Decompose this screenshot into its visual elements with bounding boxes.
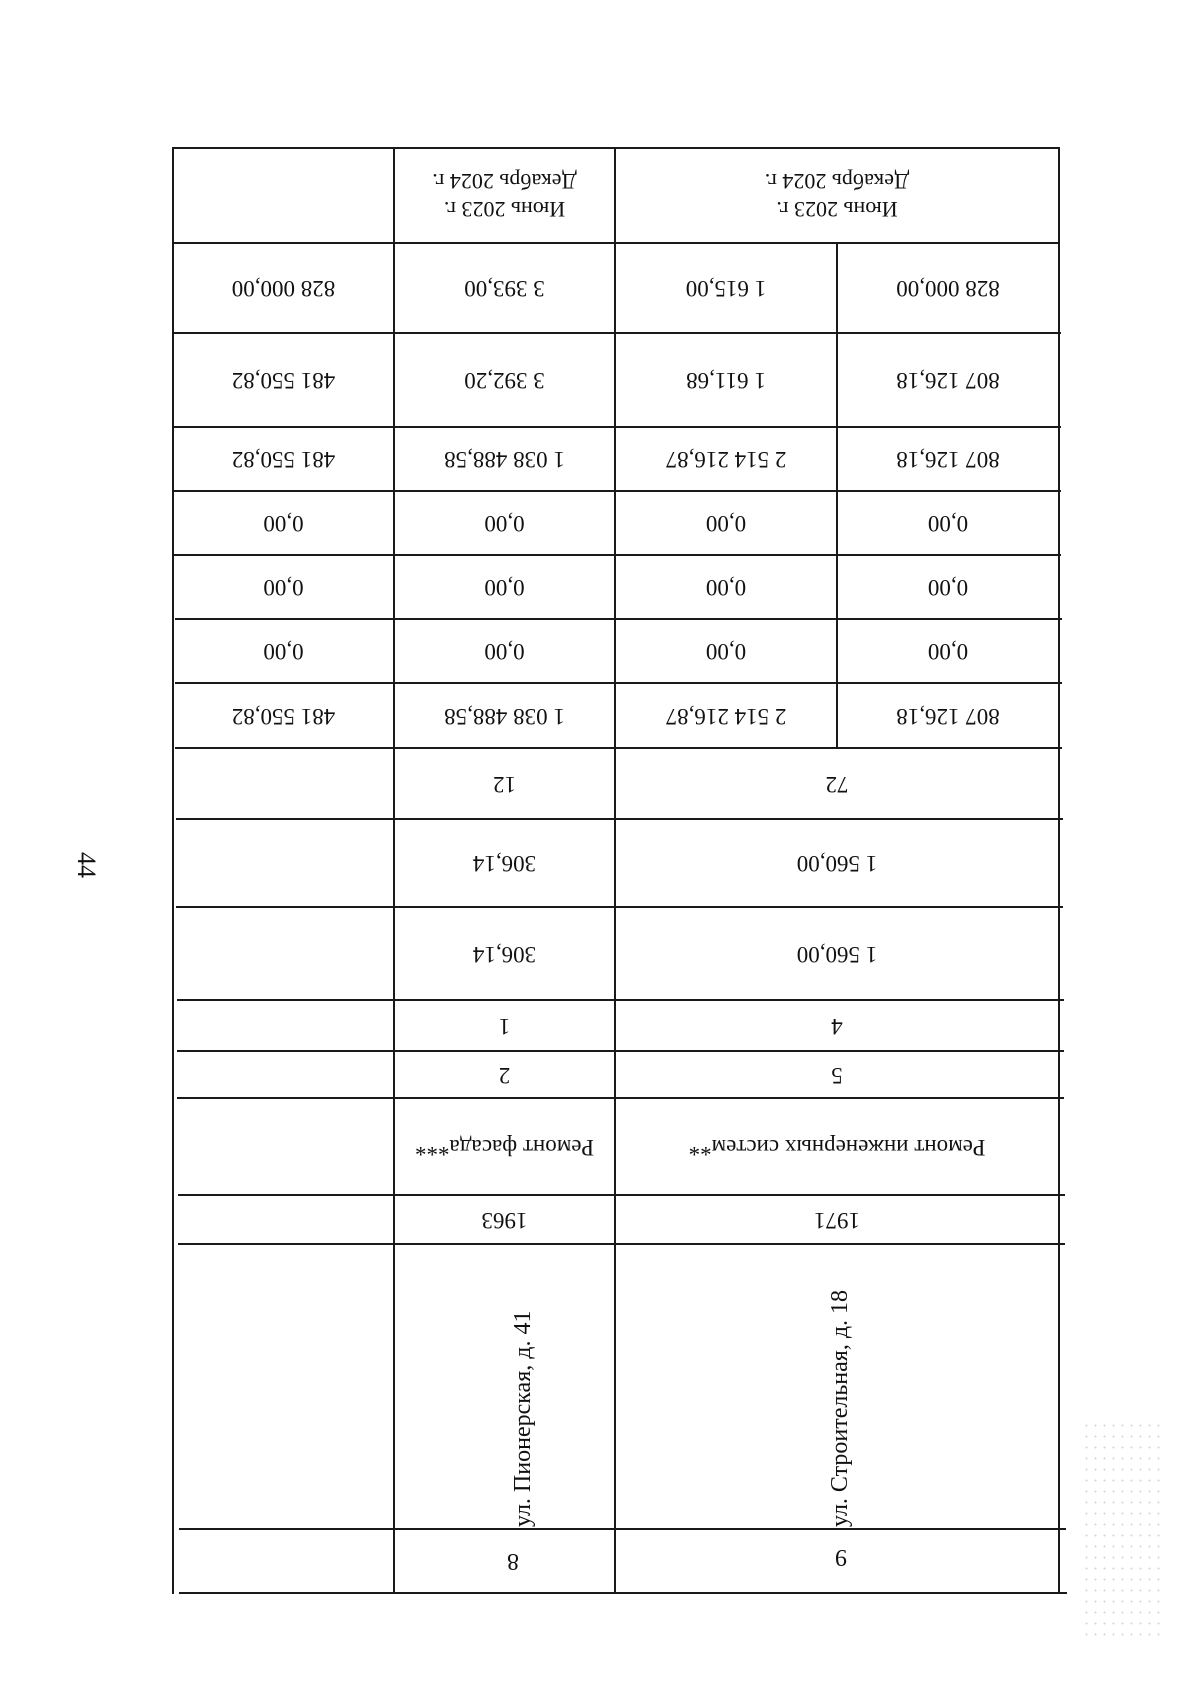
table-cell: 807 126,18 [896,703,1000,729]
table-cell: 807 126,18 [896,447,1000,473]
table-cell: 1 038 488,58 [444,447,565,473]
table-border-bottom [179,1592,1067,1594]
header-period-line2: Декабрь 2024 г. [764,169,910,195]
table-cell: 12 [493,771,516,797]
address-cell: ул. Пионерская, д. 41 [510,1310,536,1527]
table-cell: 0,00 [263,639,304,665]
table-cell: 0,00 [484,575,525,601]
table-cell: 1 611,68 [686,368,766,394]
table-cell: 1 560,00 [796,941,878,967]
table-cell: 1 615,00 [685,276,767,302]
table-cell: 481 550,82 [231,447,336,473]
address-cell: ул. Строительная, д. 18 [827,1289,853,1527]
header-period-line2: Декабрь 2024 г. [432,169,577,195]
table-cell: 481 550,82 [231,368,336,394]
table-cell: 481 550,82 [231,703,336,729]
row-divider [179,1528,1066,1530]
table-cell: 72 [825,771,849,797]
year-cell: 1963 [481,1207,528,1233]
table-cell: 828 000,00 [231,276,336,302]
work-type-cell: Ремонт фасада*** [414,1134,595,1160]
table-cell: 0,00 [927,511,969,537]
table-cell: 2 514 216,87 [665,703,787,729]
row-number: 9 [835,1544,847,1570]
header-period-cell [395,149,614,242]
table-cell: 1 038 488,58 [444,703,565,729]
table-cell: 0,00 [705,511,747,537]
table-cell: 0,00 [484,639,525,665]
page-number: 44 [72,852,101,878]
table-cell: 0,00 [927,575,969,601]
table-cell: 2 [498,1062,511,1088]
header-period-line1: Июнь 2023 г. [443,197,566,222]
table-cell: 0,00 [263,511,304,537]
table-cell: 306,14 [472,941,537,967]
table-cell: 2 514 216,87 [665,447,787,473]
table-cell: 0,00 [705,575,747,601]
table-cell: 4 [831,1013,843,1039]
table-cell: 5 [831,1062,843,1088]
table-cell: 0,00 [263,575,304,601]
table-cell: 0,00 [484,511,525,537]
table-cell: 3 393,00 [464,276,545,302]
table-cell: 828 000,00 [896,276,1000,302]
table-cell: 0,00 [927,639,969,665]
table-cell: 3 392,20 [464,368,545,394]
table-cell: 306,14 [472,851,537,877]
table-cell: 1 [498,1013,511,1039]
header-period-line1: Июнь 2023 г. [776,197,898,222]
work-type-cell: Ремонт инженерных систем** [688,1134,986,1160]
row-divider [178,1243,1065,1245]
row-number: 8 [507,1548,519,1574]
table-border-right [1058,147,1060,1594]
year-cell: 1971 [814,1207,860,1233]
table-cell: 807 126,18 [896,368,1000,394]
header-period-cell [616,149,1058,242]
table-cell: 0,00 [705,639,747,665]
table-cell: 1 560,00 [796,851,878,877]
scan-artifact [1082,1420,1162,1640]
